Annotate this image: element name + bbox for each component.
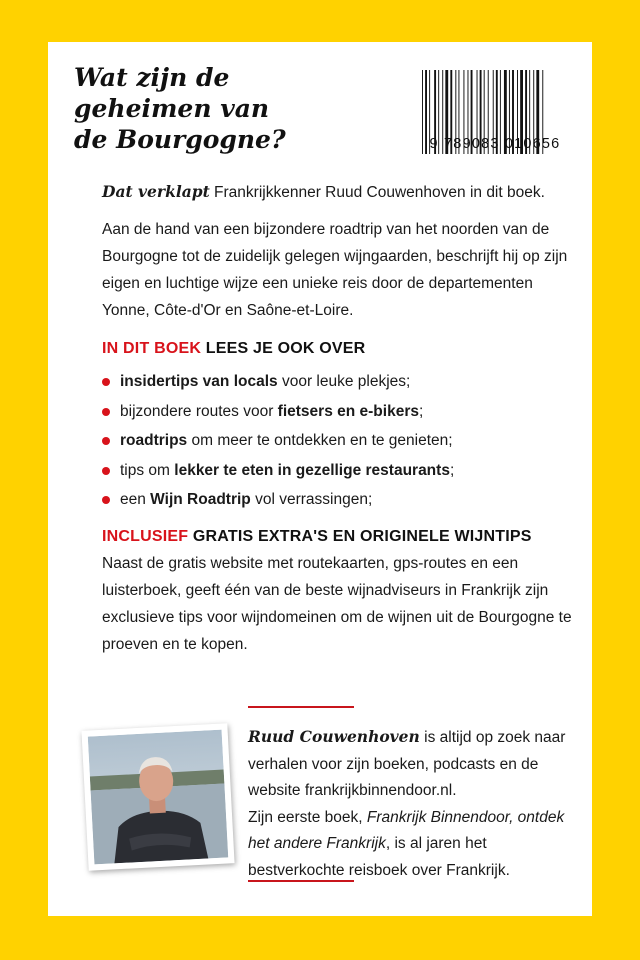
section-title-inclusief xyxy=(102,528,532,546)
list-item-text: voor leuke plekjes; xyxy=(277,373,411,390)
author-bio xyxy=(248,724,578,884)
list-item-text: een xyxy=(120,491,151,508)
list-item-bold: lekker te eten in gezellige restaurants xyxy=(174,461,450,479)
headline xyxy=(74,62,374,155)
intro-line xyxy=(102,178,572,206)
author-name: Ruud Couwenhoven xyxy=(248,727,420,746)
author-photo xyxy=(81,723,234,870)
headline-line-1: Wat zijn de xyxy=(74,63,230,92)
author-bio-text-2: Zijn eerste boek, xyxy=(248,808,367,826)
description-paragraph: Aan de hand van een bijzondere roadtrip van het noorden van de Bourgogne tot de zuidelijk gelegen wijngaarden, beschrijft hij op zijn eigen en luchtige wijze een unieke reis door de departementen Yonne, Côte-d'Or en Saône-et-Loire. xyxy=(102,221,568,319)
intro-rest: Frankrijkkenner Ruud Couwenhoven in dit boek. xyxy=(209,184,545,201)
extras-paragraph: Naast de gratis website met routekaarten, gps-routes en een luisterboek, geeft één van de beste wijnadviseurs in Frankrijk zijn exclusieve tips voor wijndomeinen om de wijnen uit de Bourgogne te proeven en te kopen. xyxy=(102,555,572,653)
author-photo-image xyxy=(88,730,229,865)
bullet-dot-icon xyxy=(102,378,110,386)
list-item-text: om meer te ontdekken en te genieten; xyxy=(187,432,453,449)
book-title: Frankrijk Binnendoor, ontdek het andere Frankrijk xyxy=(248,808,565,852)
list-item xyxy=(102,485,572,515)
headline-line-2: geheimen van xyxy=(74,94,270,123)
list-item-bold: insidertips van locals xyxy=(120,373,278,390)
section-title-red: IN DIT BOEK xyxy=(102,340,202,357)
author-bio-text: is altijd op zoek naar verhalen voor zijn boeken, podcasts en de website frankrijkbinnendoor.nl. xyxy=(248,729,566,799)
back-cover-panel xyxy=(48,42,592,916)
bullet-dot-icon xyxy=(102,437,110,445)
list-item-bold: Wijn Roadtrip xyxy=(150,491,251,508)
author-bio-text-3: , is al jaren het bestverkochte reisboek over Frankrijk. xyxy=(248,835,510,879)
list-item-text: bijzondere routes voor xyxy=(120,402,278,420)
headline-line-3: de Bourgogne? xyxy=(74,125,286,154)
bullet-dot-icon xyxy=(102,467,110,475)
list-item-text: ; xyxy=(449,461,455,479)
list-item-text: tips om xyxy=(120,461,175,479)
list-item xyxy=(102,456,572,486)
bullet-dot-icon xyxy=(102,408,110,416)
list-item-text: vol verrassingen; xyxy=(250,491,373,508)
section-title-in-dit-boek xyxy=(102,340,365,358)
list-item-bold: fietsers en e-bikers xyxy=(277,402,419,420)
list-item xyxy=(102,397,572,427)
divider-top xyxy=(248,706,354,708)
list-item-text: ; xyxy=(418,402,424,420)
list-item xyxy=(102,426,572,456)
feature-list xyxy=(102,367,572,515)
intro-lead: Dat verklapt xyxy=(102,182,210,201)
isbn-number: 9 789083 010656 xyxy=(429,136,561,152)
list-item xyxy=(102,367,572,397)
list-item-bold: roadtrips xyxy=(120,432,188,449)
section-title-rest: LEES JE OOK OVER xyxy=(201,340,366,357)
section-title-red: INCLUSIEF xyxy=(102,528,189,545)
divider-bottom xyxy=(248,880,354,882)
section-title-rest: GRATIS EXTRA'S EN ORIGINELE WIJNTIPS xyxy=(188,528,532,545)
bullet-dot-icon xyxy=(102,496,110,504)
